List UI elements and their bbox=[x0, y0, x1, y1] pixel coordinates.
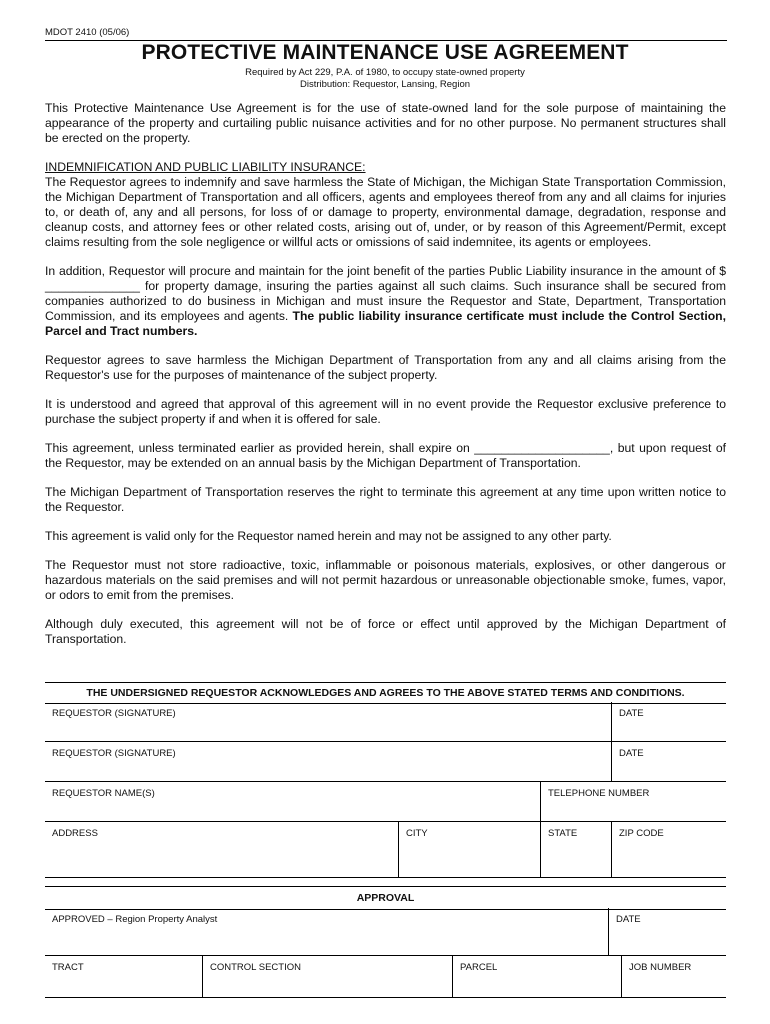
approval-note-paragraph: Although duly executed, this agreement will not be of force or effect until approved by the Michigan Department of Transportation. bbox=[45, 617, 726, 646]
approval-date-field[interactable] bbox=[609, 908, 726, 956]
job-number-label: JOB NUMBER bbox=[629, 962, 692, 973]
zip-code-label: ZIP CODE bbox=[619, 828, 664, 839]
distribution-note: Distribution: Requestor, Lansing, Region bbox=[299, 79, 471, 90]
city-field[interactable] bbox=[399, 822, 541, 878]
requestor-signature-2-field[interactable] bbox=[45, 742, 612, 782]
requestor-signature-2-label: REQUESTOR (SIGNATURE) bbox=[52, 748, 176, 759]
zip-code-field[interactable] bbox=[612, 822, 726, 878]
requestor-names-label: REQUESTOR NAME(S) bbox=[52, 788, 155, 799]
date-1-field[interactable] bbox=[612, 702, 726, 742]
insurance-paragraph: In addition, Requestor will procure and maintain for the joint benefit of the parties Public Liability insurance in the amount of $ ______________ for property damage, insuring the parties against all such claims. Such insurance shall be secured from companies authorized to do business in Michigan and must insure the Requestor and State, Department, Transportation Commission, and its employees and agents. bbox=[45, 264, 726, 323]
insurance-certificate-note: The public liability insurance certificate must include the Control Section, Parcel and Tract numbers. bbox=[45, 309, 727, 338]
intro-paragraph: This Protective Maintenance Use Agreement is for the use of state-owned land for the sole purpose of maintaining the appearance of the property and curtailing public nuisance activities and for no other purpose. No permanent structures shall be erected on the property. bbox=[45, 101, 726, 145]
materials-paragraph: The Requestor must not store radioactive, toxic, inflammable or poisonous materials, explosives, or other dangerous or hazardous materials on the said premises and will not permit hazardous or unreasonable objectionable smoke, fumes, vapor, or odors to emit from the premises. bbox=[45, 558, 726, 602]
parcel-field[interactable] bbox=[453, 956, 622, 998]
approval-date-label: DATE bbox=[616, 914, 641, 925]
expiration-paragraph: This agreement, unless terminated earlier as provided herein, shall expire on ____________________, but upon request of the Requestor, may be extended on an annual basis by the Michigan Department of Transportation. bbox=[45, 441, 726, 470]
approval-fields bbox=[45, 908, 726, 998]
acknowledgement-banner: THE UNDERSIGNED REQUESTOR ACKNOWLEDGES AND AGREES TO THE ABOVE STATED TERMS AND CONDITIONS. bbox=[45, 682, 726, 704]
agreement-body bbox=[45, 101, 726, 661]
required-by-note: Required by Act 229, P.A. of 1980, to occupy state-owned property bbox=[245, 67, 525, 78]
form-number: MDOT 2410 (05/06) bbox=[45, 27, 130, 38]
requestor-signature-1-label: REQUESTOR (SIGNATURE) bbox=[52, 708, 176, 719]
tract-label: TRACT bbox=[52, 962, 84, 973]
date-1-label: DATE bbox=[619, 708, 644, 719]
approval-banner: APPROVAL bbox=[45, 886, 726, 910]
preference-paragraph: It is understood and agreed that approval of this agreement will in no event provide the Requestor exclusive preference to purchase the subject property if and when it is offered for sale. bbox=[45, 397, 726, 426]
requestor-names-field[interactable] bbox=[45, 782, 541, 822]
state-label: STATE bbox=[548, 828, 578, 839]
address-field[interactable] bbox=[45, 822, 399, 878]
telephone-label: TELEPHONE NUMBER bbox=[548, 788, 650, 799]
approved-by-label: APPROVED – Region Property Analyst bbox=[52, 914, 218, 925]
control-section-label: CONTROL SECTION bbox=[210, 962, 301, 973]
job-number-field[interactable] bbox=[622, 956, 726, 998]
parcel-label: PARCEL bbox=[460, 962, 498, 973]
address-label: ADDRESS bbox=[52, 828, 98, 839]
requestor-fields bbox=[45, 702, 726, 878]
state-field[interactable] bbox=[541, 822, 612, 878]
termination-paragraph: The Michigan Department of Transportation reserves the right to terminate this agreement at any time upon written notice to the Requestor. bbox=[45, 485, 726, 514]
tract-field[interactable] bbox=[45, 956, 203, 998]
telephone-field[interactable] bbox=[541, 782, 726, 822]
assignment-paragraph: This agreement is valid only for the Requestor named herein and may not be assigned to any other party. bbox=[45, 529, 612, 543]
form-title: PROTECTIVE MAINTENANCE USE AGREEMENT bbox=[141, 41, 629, 64]
control-section-field[interactable] bbox=[203, 956, 453, 998]
city-label: CITY bbox=[406, 828, 428, 839]
harmless-paragraph: Requestor agrees to save harmless the Michigan Department of Transportation from any and all claims arising from the Requestor's use for the purposes of maintenance of the subject property. bbox=[45, 353, 726, 382]
date-2-field[interactable] bbox=[612, 742, 726, 782]
indemnification-paragraph: The Requestor agrees to indemnify and save harmless the State of Michigan, the Michigan State Transportation Commission, the Michigan Department of Transportation and all officers, agents and employees thereof from any and all claims for injuries to, or death of, any and all persons, for loss of or damage to property, environmental damage, degradation, response and cleanup costs, and attorney fees or other related costs, arising out of, under, or by reason of this Agreement/Permit, except claims resulting from the sole negligence or willful acts or omissions of said indemnitee, its agents or employees. bbox=[45, 175, 726, 249]
date-2-label: DATE bbox=[619, 748, 644, 759]
indemnification-heading: INDEMNIFICATION AND PUBLIC LIABILITY INSURANCE: bbox=[45, 160, 366, 174]
requestor-signature-1-field[interactable] bbox=[45, 702, 612, 742]
approved-by-field[interactable] bbox=[45, 908, 609, 956]
